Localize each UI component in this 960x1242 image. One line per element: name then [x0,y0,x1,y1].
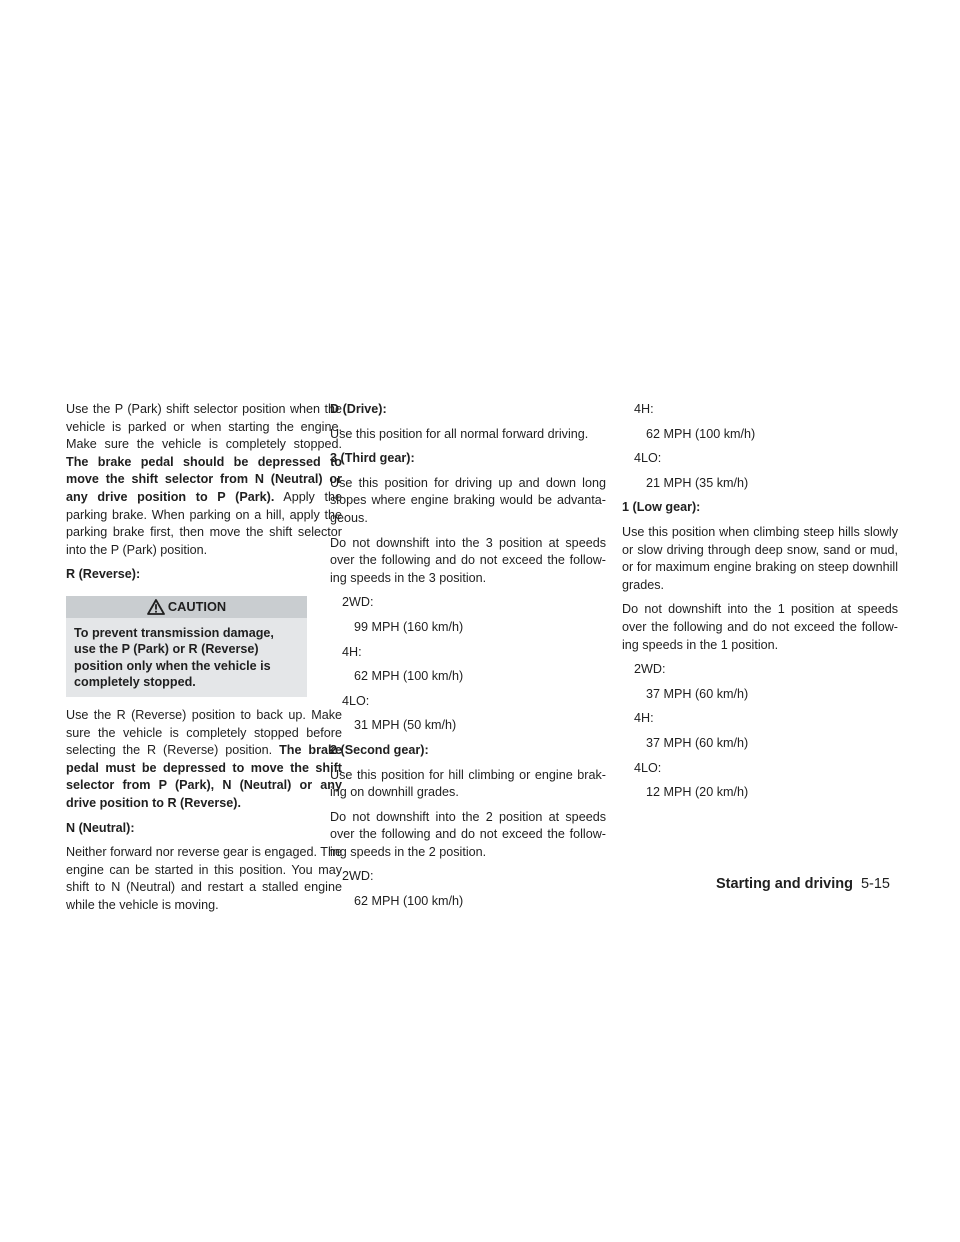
drive-paragraph: Use this position for all normal forward driving. [330,426,589,441]
speed-value: 37 MPH (60 km/h) [646,686,749,701]
speed-label: 2WD: [342,869,374,884]
speed-label: 4LO: [634,760,662,775]
speed-value: 62 MPH (100 km/h) [646,426,756,441]
caution-title: CAUTION [167,599,227,615]
speed-label: 4LO: [634,451,662,466]
reverse-heading: R (Reverse): [66,567,141,582]
speed-value: 37 MPH (60 km/h) [646,735,749,750]
second-gear-paragraph: Use this position for hill climbing or engine brak-ing on downhill grades. [330,767,606,800]
page-number: 5-15 [860,876,890,892]
caution-box [66,596,307,697]
low-gear-paragraph: Use this position when climbing steep hills slowly or slow driving through deep snow, sand or mud, or for maximum engine braking on steep downhill grades. [622,524,898,592]
third-gear-heading: 3 (Third gear): [330,451,415,466]
speed-label: 4H: [634,402,654,416]
second-gear-downshift: Do not downshift into the 2 position at speeds over the following and do not exceed the follow-ing speeds in the 2 position. [330,809,606,859]
caution-text: To prevent transmission damage, use the P (Park) or R (Reverse) position only when the vehicle is completely stopped. [66,618,307,697]
third-gear-paragraph: Use this position for driving up and down long slopes where engine braking would be advanta-geous. [330,475,606,525]
speed-label: 4H: [342,644,362,659]
caution-header [66,596,307,618]
drive-heading: D (Drive): [330,402,387,416]
reverse-paragraph: Use the R (Reverse) position to back up. Make sure the vehicle is completely stopped before selecting the R (Reverse) position. The brake pedal must be depressed to move the shift selector from P (Park), N (Neutral) or any drive position to R (Reverse). [66,707,342,810]
speed-value: 99 MPH (160 km/h) [354,619,464,634]
park-paragraph: Use the P (Park) shift selector position when the vehicle is parked or when starting the engine. Make sure the vehicle is completely stopped. The brake pedal should be depressed to move the shift selector from N (Neutral) or any drive position to P (Park). Apply the parking brake. When parking on a hill, apply the parking brake first, then move the shift selector into the P (Park) position. [66,402,342,557]
speed-value: 62 MPH (100 km/h) [354,894,464,909]
speed-label: 4H: [634,711,654,726]
column-3 [622,401,898,809]
speed-label: 2WD: [342,595,374,610]
low-gear-heading: 1 (Low gear): [622,500,701,515]
low-gear-downshift: Do not downshift into the 1 position at speeds over the following and do not exceed the follow-ing speeds in the 1 position. [622,602,898,652]
section-title: Starting and driving [716,876,853,892]
neutral-heading: N (Neutral): [66,820,135,835]
page-footer [716,876,890,892]
second-gear-heading: 2 (Second gear): [330,742,429,757]
third-gear-downshift: Do not downshift into the 3 position at speeds over the following and do not exceed the follow-ing speeds in the 3 position. [330,535,606,585]
speed-value: 21 MPH (35 km/h) [646,475,749,490]
column-1 [66,401,342,921]
speed-label: 4LO: [342,693,370,708]
speed-value: 62 MPH (100 km/h) [354,669,464,684]
speed-label: 2WD: [634,662,666,677]
column-2 [330,401,606,918]
speed-value: 31 MPH (50 km/h) [354,718,457,733]
warning-icon [147,599,165,615]
speed-value: 12 MPH (20 km/h) [646,785,749,800]
neutral-paragraph: Neither forward nor reverse gear is engaged. The engine can be started in this position. You may shift to N (Neutral) and restart a stalled engine while the vehicle is moving. [66,845,342,912]
